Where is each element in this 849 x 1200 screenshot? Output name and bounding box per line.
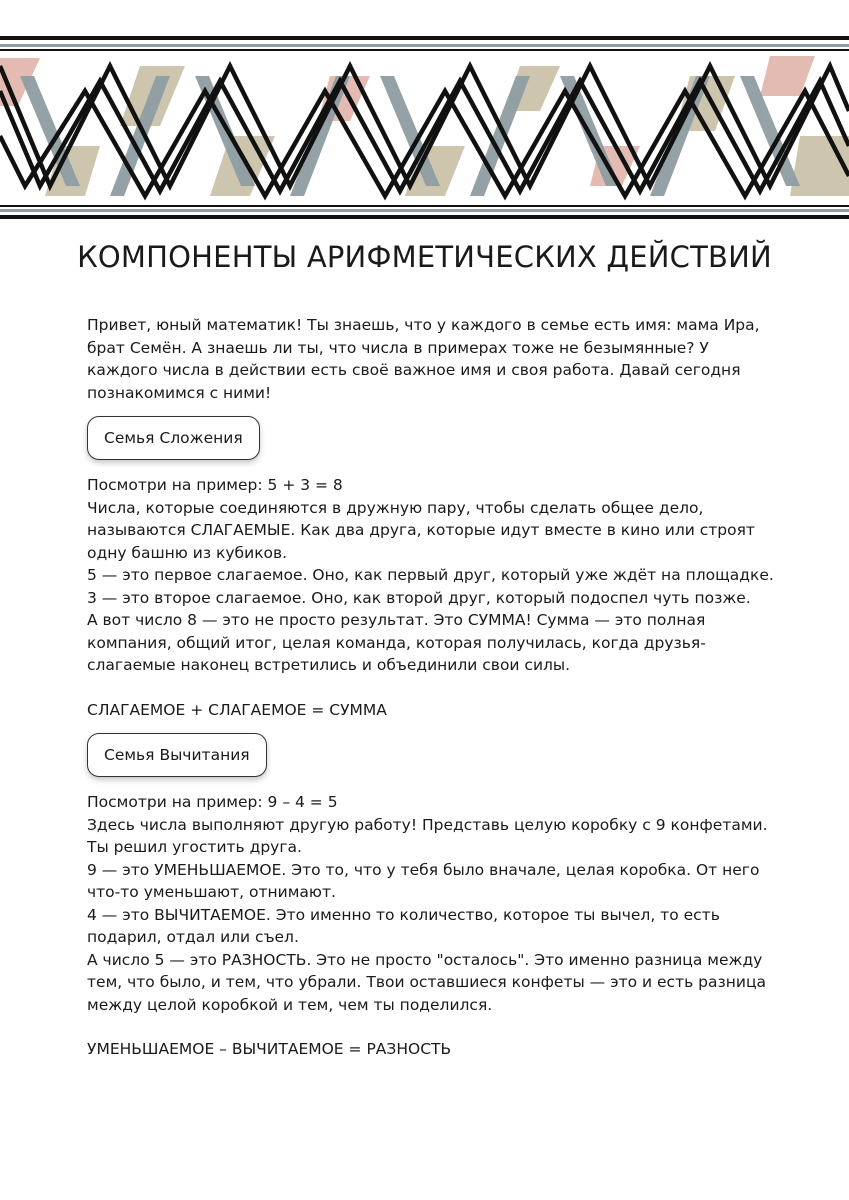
addition-example: Посмотри на пример: 5 + 3 = 8 bbox=[87, 476, 343, 494]
page-title: КОМПОНЕНТЫ АРИФМЕТИЧЕСКИХ ДЕЙСТВИЙ bbox=[77, 240, 772, 274]
addition-paragraph: А вот число 8 — это не просто результат. Это СУММА! Сумма — это полная компания, общий итог, целая команда, которая получилась, когда друзья-слагаемые наконец встретились и объединили свои силы. bbox=[87, 611, 706, 674]
addition-paragraph: 3 — это второе слагаемое. Оно, как второй друг, который подоспел чуть позже. bbox=[87, 588, 751, 607]
main-content bbox=[87, 314, 777, 1061]
subtraction-paragraph: Здесь числа выполняют другую работу! Представь целую коробку с 9 конфетами. Ты решил угостить друга. bbox=[87, 815, 768, 856]
subtraction-formula: УМЕНЬШАЕМОЕ – ВЫЧИТАЕМОЕ = РАЗНОСТЬ bbox=[87, 1040, 452, 1058]
subtraction-example: Посмотри на пример: 9 – 4 = 5 bbox=[87, 793, 338, 811]
subtraction-family-tag: Семья Вычитания bbox=[87, 733, 267, 777]
addition-family-tag: Семья Сложения bbox=[87, 416, 260, 460]
subtraction-paragraph: А число 5 — это РАЗНОСТЬ. Это не просто "осталось". Это именно разница между тем, что было, и тем, что убрали. Твои оставшиеся конфеты — это и есть разница между целой коробкой и тем, чем ты поделился. bbox=[87, 950, 767, 1014]
addition-section-header bbox=[87, 416, 777, 460]
subtraction-paragraph: 9 — это УМЕНЬШАЕМОЕ. Это то, что у тебя было вначале, целая коробка. От него что-то уменьшают, отнимают. bbox=[87, 860, 760, 901]
addition-formula: СЛАГАЕМОЕ + СЛАГАЕМОЕ = СУММА bbox=[87, 700, 387, 719]
addition-paragraph: 5 — это первое слагаемое. Оно, как первый друг, который уже ждёт на площадке. bbox=[87, 566, 774, 584]
subtraction-paragraph: 4 — это ВЫЧИТАЕМОЕ. Это именно то количество, которое ты вычел, то есть подарил, отдал или съел. bbox=[87, 905, 720, 946]
intro-paragraph: Привет, юный математик! Ты знаешь, что у каждого в семье есть имя: мама Ира, брат Семён. А знаешь ли ты, что числа в примерах тоже не безымянные? У каждого числа в действии есть своё важное имя и своя работа. Давай сегодня познакомимся с ними! bbox=[87, 316, 760, 402]
subtraction-section-header bbox=[87, 733, 777, 777]
decorative-ornament-border bbox=[0, 36, 849, 220]
addition-paragraph: Числа, которые соединяются в дружную пару, чтобы сделать общее дело, называются СЛАГАЕМЫЕ. Как два друга, которые идут вместе в кино или строят одну башню из кубиков. bbox=[87, 498, 755, 562]
